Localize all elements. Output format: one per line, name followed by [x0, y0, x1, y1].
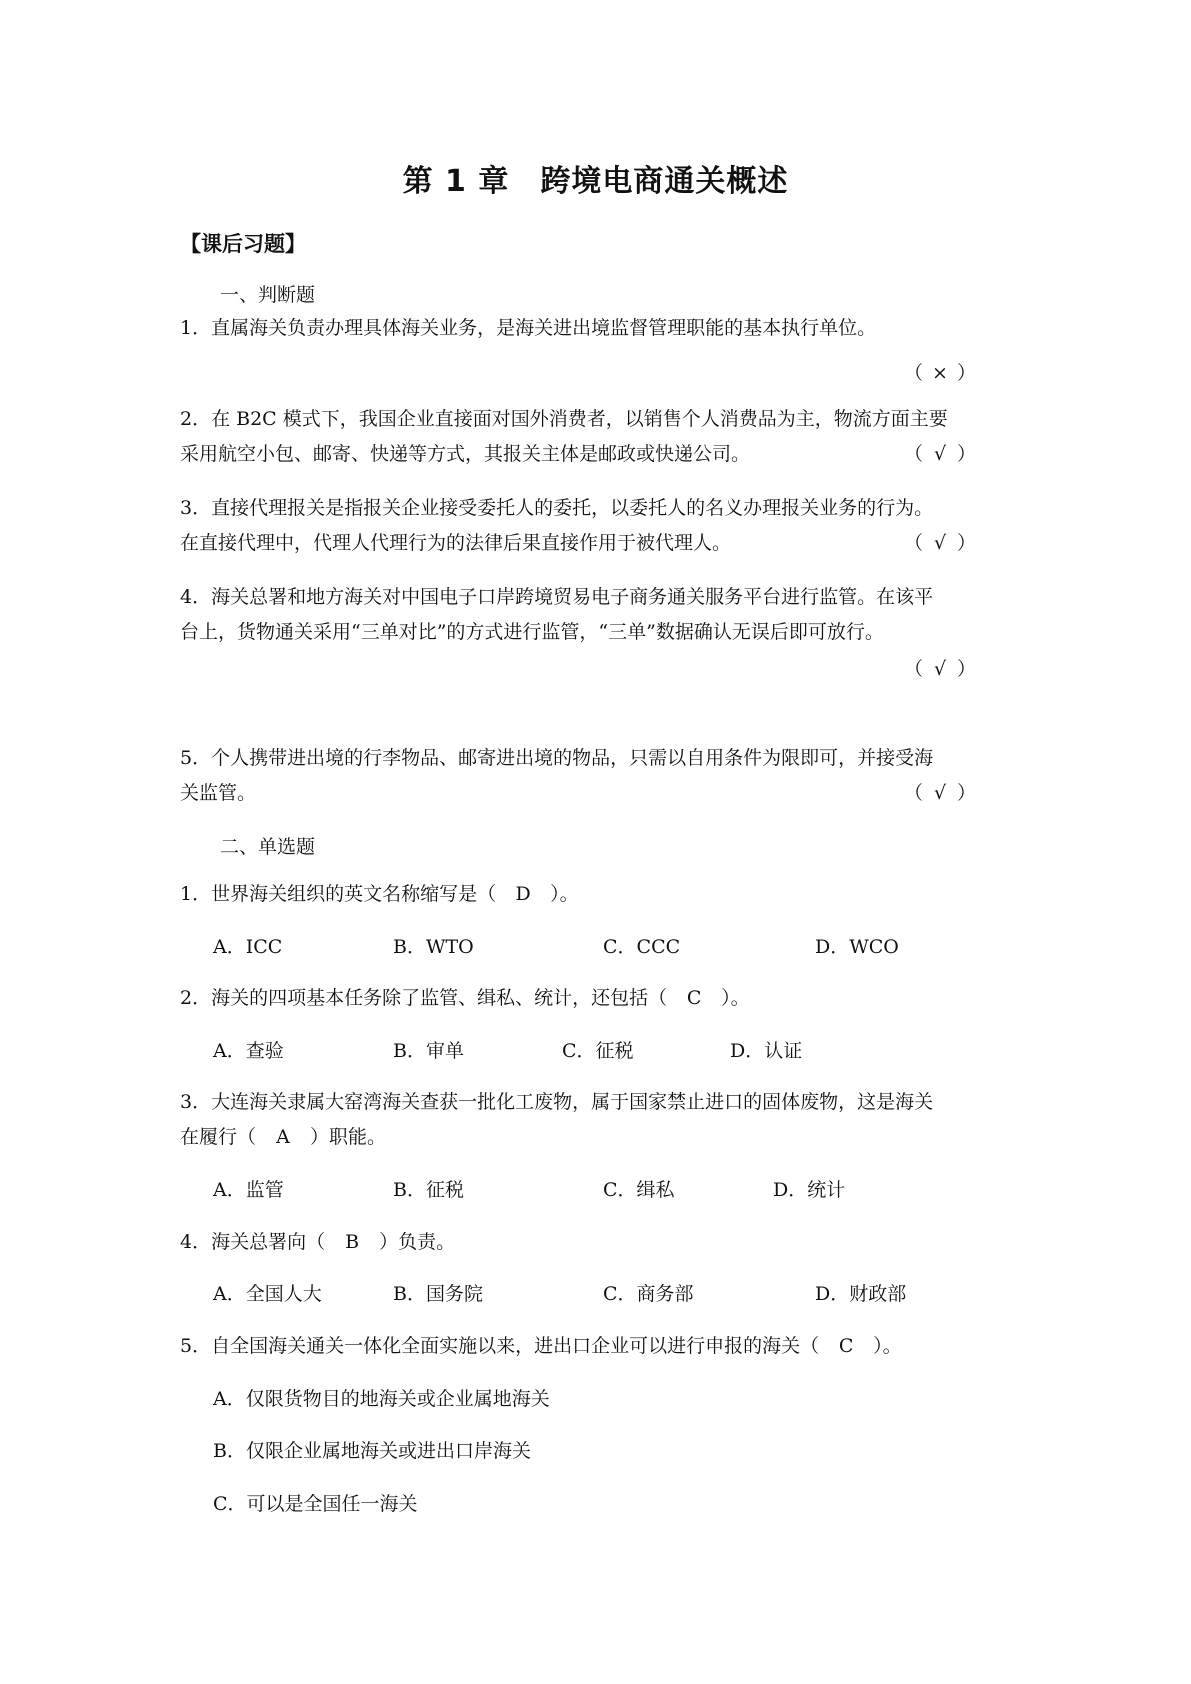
mc-question-4 — [180, 1225, 1020, 1260]
section-label: 【课后习题】 — [180, 232, 306, 256]
part1-heading: 一、判断题 — [220, 284, 316, 306]
question-number: 2． — [180, 408, 212, 430]
option-d: D．认证 — [730, 1040, 803, 1062]
option-d: D．WCO — [815, 936, 899, 958]
question-text-end: ）负责。 — [379, 1231, 456, 1253]
option-c: C．可以是全国任一海关 — [213, 1493, 418, 1515]
question-text-end: ）。 — [721, 987, 750, 1009]
question-text: 直属海关负责办理具体海关业务，是海关进出境监督管理职能的基本执行单位。 — [211, 317, 877, 339]
tf-answer-2: （ √ ） — [904, 437, 976, 472]
tf-question-1 — [180, 311, 1020, 346]
option-b: B．国务院 — [393, 1283, 483, 1305]
question-number: 1． — [180, 317, 212, 339]
question-text: 海关总署和地方海关对中国电子口岸跨境贸易电子商务通关服务平台进行监管。在该平 — [211, 586, 934, 608]
chapter-title: 第 1 章 跨境电商通关概述 — [402, 164, 789, 199]
tf-question-3 — [180, 491, 1020, 561]
option-b: B．仅限企业属地海关或进出口岸海关 — [213, 1440, 531, 1462]
answer-mark: × — [932, 362, 948, 384]
tf-question-4 — [180, 580, 1020, 650]
option-c: C．征税 — [562, 1040, 634, 1062]
question-number: 4． — [180, 1231, 212, 1253]
question-text-line2: 在直接代理中，代理人代理行为的法律后果直接作用于被代理人。 — [180, 532, 732, 554]
answer-blank: A — [276, 1126, 290, 1148]
mc-question-1 — [180, 877, 1020, 912]
answer-mark: √ — [933, 443, 947, 465]
question-text-end: ）。 — [550, 883, 579, 905]
question-text: 自全国海关通关一体化全面实施以来，进出口企业可以进行申报的海关（ — [211, 1335, 820, 1357]
part2-heading: 二、单选题 — [220, 836, 316, 858]
tf-answer-5: （ √ ） — [904, 776, 976, 811]
question-text: 海关总署向（ — [211, 1231, 326, 1253]
answer-mark: √ — [933, 658, 947, 680]
question-text: 世界海关组织的英文名称缩写是（ — [211, 883, 497, 905]
option-a: A．监管 — [213, 1179, 284, 1201]
question-text-line2: 在履行（ — [180, 1126, 257, 1148]
mc-question-5 — [180, 1329, 1020, 1364]
option-c: C．CCC — [603, 936, 681, 958]
option-a: A．全国人大 — [213, 1283, 322, 1305]
option-a: A．ICC — [213, 936, 283, 958]
question-text-end: ）。 — [873, 1335, 902, 1357]
question-text: 大连海关隶属大窑湾海关查获一批化工废物，属于国家禁止进口的固体废物，这是海关 — [211, 1091, 934, 1113]
question-number: 4． — [180, 586, 212, 608]
question-text: 个人携带进出境的行李物品、邮寄进出境的物品，只需以自用条件为限即可，并接受海 — [211, 747, 934, 769]
question-number: 2． — [180, 987, 212, 1009]
option-c: C．缉私 — [603, 1179, 675, 1201]
option-a: A．查验 — [213, 1040, 284, 1062]
answer-blank: D — [515, 883, 531, 905]
question-number: 5． — [180, 747, 212, 769]
option-a: A．仅限货物目的地海关或企业属地海关 — [213, 1388, 550, 1410]
answer-mark: √ — [933, 782, 947, 804]
question-number: 1． — [180, 883, 212, 905]
question-number: 3． — [180, 1091, 212, 1113]
tf-answer-4: （ √ ） — [904, 652, 976, 687]
mc-question-2 — [180, 981, 1020, 1016]
question-number: 3． — [180, 497, 212, 519]
answer-mark: √ — [933, 532, 947, 554]
question-text-line2: 采用航空小包、邮寄、快递等方式，其报关主体是邮政或快递公司。 — [180, 443, 751, 465]
question-number: 5． — [180, 1335, 212, 1357]
option-b: B．征税 — [393, 1179, 464, 1201]
answer-blank: B — [345, 1231, 360, 1253]
question-text: 直接代理报关是指报关企业接受委托人的委托，以委托人的名义办理报关业务的行为。 — [211, 497, 934, 519]
tf-question-2 — [180, 402, 1020, 472]
option-b: B．审单 — [393, 1040, 464, 1062]
answer-blank: C — [838, 1335, 854, 1357]
question-text: 在 B2C 模式下，我国企业直接面对国外消费者，以销售个人消费品为主，物流方面主要 — [211, 408, 948, 430]
question-text: 海关的四项基本任务除了监管、缉私、统计，还包括（ — [211, 987, 668, 1009]
tf-answer-1: （ × ） — [904, 356, 976, 391]
answer-blank: C — [686, 987, 702, 1009]
option-b: B．WTO — [393, 936, 474, 958]
mc-question-3 — [180, 1085, 1020, 1155]
question-text-line2: 台上，货物通关采用“三单对比”的方式进行监管，“三单”数据确认无误后即可放行。 — [180, 621, 884, 643]
tf-answer-3: （ √ ） — [904, 526, 976, 561]
option-d: D．统计 — [773, 1179, 846, 1201]
question-text-line2: 关监管。 — [180, 782, 257, 804]
option-d: D．财政部 — [815, 1283, 907, 1305]
option-c: C．商务部 — [603, 1283, 694, 1305]
tf-question-5 — [180, 741, 1020, 811]
question-text-end: ）职能。 — [310, 1126, 387, 1148]
